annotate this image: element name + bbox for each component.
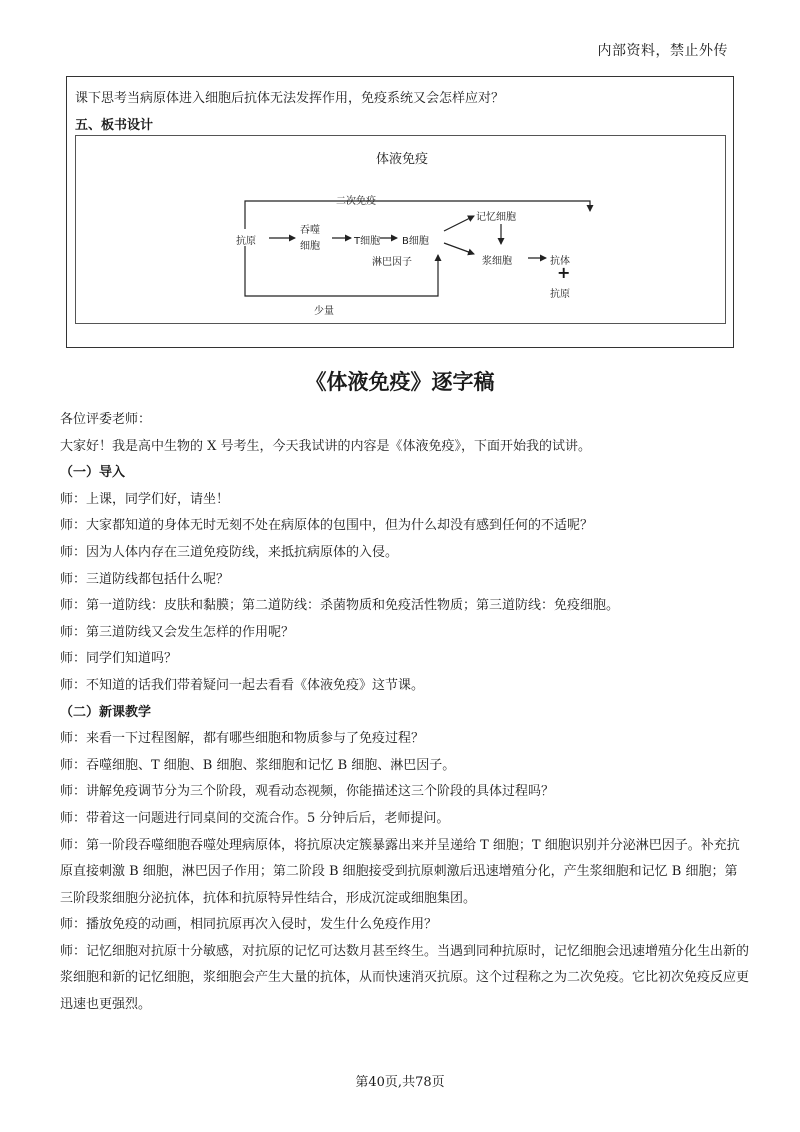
transcript-paragraph: 师：三道防线都包括什么呢？ (60, 571, 230, 587)
node-memory-cell: 记忆细胞 (476, 212, 516, 223)
transcript-paragraph: 师：记忆细胞对抗原十分敏感，对抗原的记忆可达数月甚至终生。当遇到同种抗原时，记忆细胞会迅速增殖分化生出新的浆细胞和新的记忆细胞，浆细胞会产生大量的抗体，从而快速消灭抗原。这个过程称之为二次免疫。它比初次免疫反应更迅速也更强烈。 (60, 943, 750, 1013)
transcript-paragraph: 师：不知道的话我们带着疑问一起去看看《体液免疫》这节课。 (60, 677, 425, 693)
section-five-title: 五、板书设计 (75, 118, 154, 133)
node-t-cell: T细胞 (354, 236, 381, 247)
transcript-paragraph: 各位评委老师： (60, 412, 152, 427)
node-plasma-cell: 浆细胞 (482, 256, 512, 267)
arrow-bcell-plasma (444, 243, 474, 254)
transcript-paragraph: 师：讲解免疫调节分为三个阶段，观看动态视频，你能描述这三个阶段的具体过程吗？ (60, 784, 555, 800)
transcript-paragraph: 师：同学们知道吗？ (60, 651, 178, 667)
transcript-paragraph: 师：播放免疫的动画，相同抗原再次入侵时，发生什么免疫作用？ (60, 917, 438, 933)
secondary-immunity-path (245, 201, 590, 229)
section-heading: （一）导入 (60, 465, 126, 481)
node-antigen-bottom: 抗原 (550, 289, 570, 300)
page-title: 《体液免疫》逐字稿 (305, 370, 495, 394)
confidential-note: 内部资料，禁止外传 (597, 43, 728, 59)
transcript-paragraph: 师：来看一下过程图解，都有哪些细胞和物质参与了免疫过程？ (60, 731, 425, 747)
lesson-plan-box (66, 76, 734, 348)
transcript-paragraph: 师：上课，同学们好，请坐！ (60, 491, 230, 507)
small-amount-label: 少量 (314, 306, 334, 317)
node-phagocyte-line2: 细胞 (300, 241, 320, 252)
section-heading: （二）新课教学 (60, 704, 152, 720)
plus-sign: + (557, 263, 571, 282)
transcript-body (60, 407, 750, 1019)
transcript-paragraph: 师：因为人体内存在三道免疫防线，来抵抗病原体的入侵。 (60, 544, 399, 560)
blackboard-design-diagram (75, 135, 726, 324)
diagram-title: 体液免疫 (376, 152, 429, 167)
transcript-paragraph: 师：吞噬细胞、T 细胞、B 细胞、浆细胞和记忆 B 细胞、淋巴因子。 (60, 757, 456, 773)
transcript-paragraph: 师：第一阶段吞噬细胞吞噬处理病原体，将抗原决定簇暴露出来并呈递给 T 细胞；T 细胞识别并分泌淋巴因子。补充抗原直接刺激 B 细胞，淋巴因子作用；第二阶段 B 细胞接受到抗原刺激后迅速增殖分化，产生浆细胞和记忆 B 细胞；第三阶段浆细胞分泌抗体，抗体和抗原特异性结合，形成沉淀或细胞集团。 (60, 837, 740, 906)
transcript-paragraph: 师：第三道防线又会发生怎样的作用呢？ (60, 624, 295, 640)
secondary-immunity-label: 二次免疫 (336, 196, 376, 207)
diagram-arrows (76, 136, 727, 325)
transcript-paragraph: 师：带着这一问题进行同桌间的交流合作。5 分钟后后，老师提问。 (60, 810, 450, 826)
page-number: 第40页,共78页 (355, 1075, 445, 1090)
arrow-bcell-memory (444, 216, 474, 231)
node-antibody: 抗体 (550, 256, 570, 267)
node-antigen: 抗原 (236, 236, 256, 247)
transcript-paragraph: 大家好！我是高中生物的 X 号考生，今天我试讲的内容是《体液免疫》，下面开始我的试讲。 (60, 438, 592, 454)
transcript-paragraph: 师：第一道防线：皮肤和黏膜；第二道防线：杀菌物质和免疫活性物质；第三道防线：免疫细胞。 (60, 598, 620, 614)
node-b-cell: B细胞 (402, 236, 429, 247)
node-phagocyte-line1: 吞噬 (300, 225, 320, 236)
transcript-paragraph: 师：大家都知道的身体无时无刻不处在病原体的包围中，但为什么却没有感到任何的不适呢？ (60, 518, 594, 534)
homework-question: 课下思考当病原体进入细胞后抗体无法发挥作用，免疫系统又会怎样应对？ (75, 91, 505, 106)
node-lymphokine: 淋巴因子 (372, 257, 412, 268)
